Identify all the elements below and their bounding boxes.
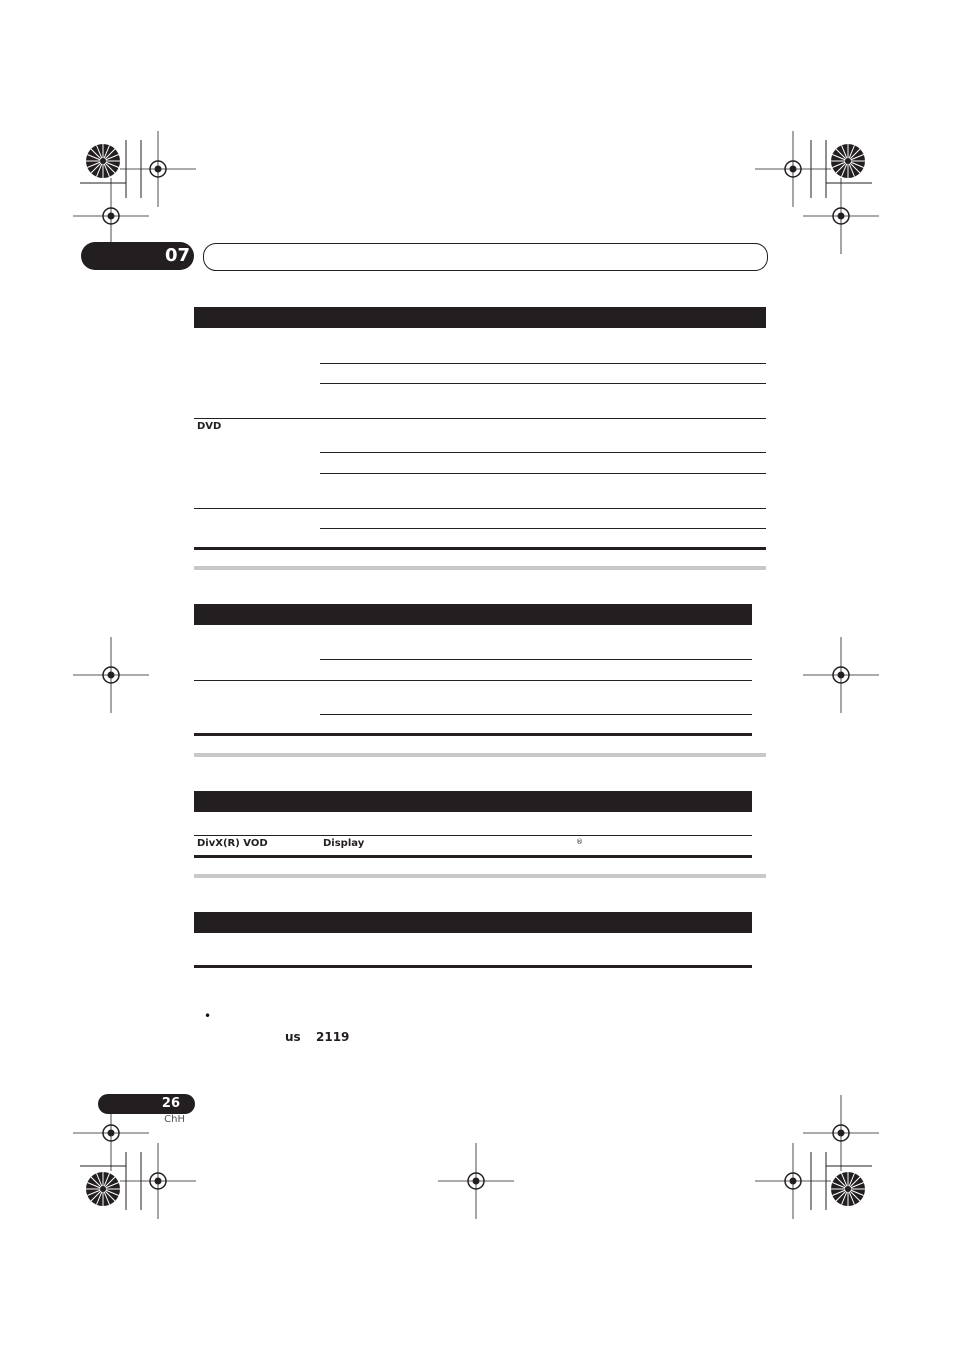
row-divider <box>320 383 766 384</box>
row-divider <box>194 680 752 681</box>
table-header-bar <box>194 604 752 625</box>
corner-mark-top-left <box>73 131 196 254</box>
section-separator <box>194 566 766 570</box>
row-divider <box>320 714 752 715</box>
section-separator <box>194 753 766 757</box>
row-divider <box>320 363 766 364</box>
row-divider <box>194 508 766 509</box>
corner-mark-top-right <box>755 131 879 254</box>
row-divider <box>320 659 752 660</box>
language-code: ChH <box>164 1114 185 1125</box>
chapter-number: 07 <box>164 245 190 266</box>
row-value-display: Display <box>323 838 365 849</box>
chapter-title-frame <box>203 243 768 271</box>
table-header-bar <box>194 307 766 328</box>
table-bottom-rule <box>194 547 766 550</box>
table-header-bar <box>194 791 752 812</box>
row-divider <box>194 835 752 836</box>
table-bottom-rule <box>194 965 752 968</box>
table-bottom-rule <box>194 733 752 736</box>
corner-mark-bottom-center <box>438 1143 514 1219</box>
table-bottom-rule <box>194 855 752 858</box>
row-label-dvd: DVD <box>197 421 222 432</box>
side-mark-left <box>73 637 149 713</box>
note-number: 2119 <box>316 1030 350 1044</box>
corner-mark-bottom-right <box>755 1095 879 1219</box>
row-divider <box>320 473 766 474</box>
registered-mark: ® <box>576 838 583 846</box>
section-separator <box>194 874 766 878</box>
row-label-divx-vod: DivX(R) VOD <box>197 838 268 849</box>
row-divider <box>320 452 766 453</box>
row-divider <box>194 418 766 419</box>
row-divider <box>320 528 766 529</box>
note-bullet: • <box>204 1009 212 1023</box>
side-mark-right <box>803 637 879 713</box>
note-region-code: us <box>285 1030 301 1044</box>
table-header-bar <box>194 912 752 933</box>
page-number: 26 <box>161 1096 180 1111</box>
